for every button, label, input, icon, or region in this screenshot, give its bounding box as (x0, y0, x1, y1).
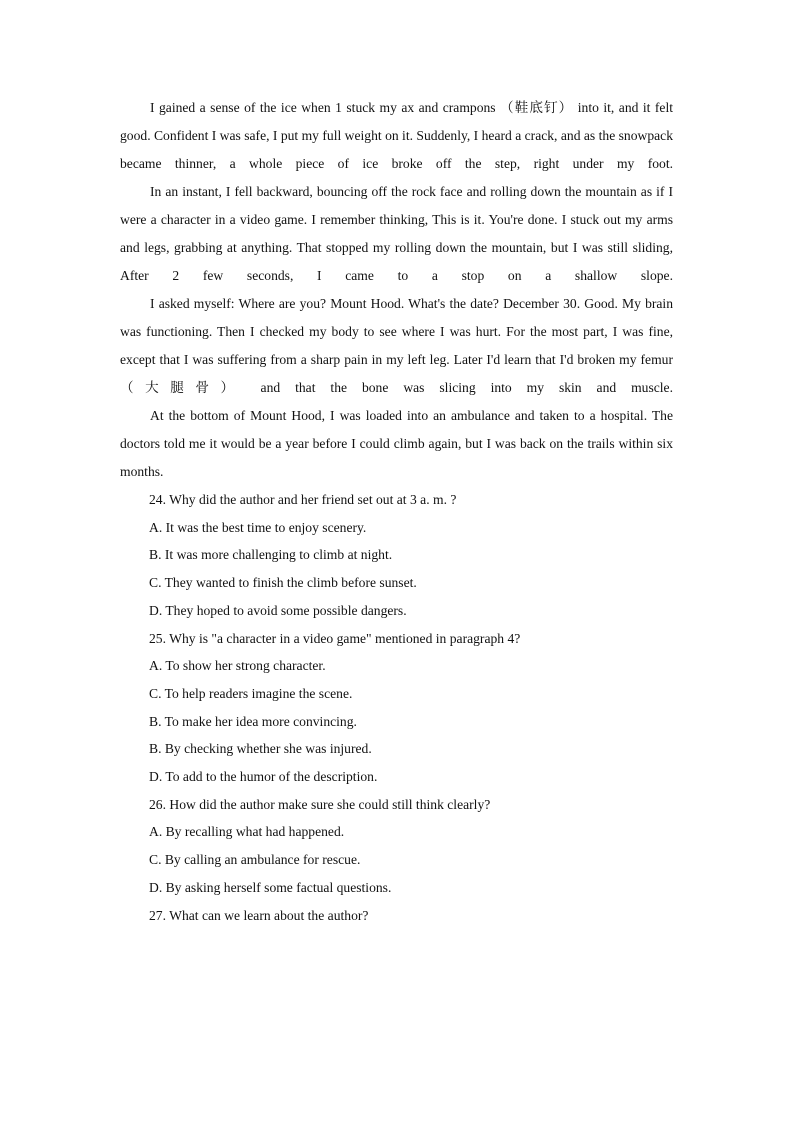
question-24-option: C. They wanted to finish the climb before sunset. (149, 575, 417, 591)
question-27-stem: 27. What can we learn about the author? (149, 907, 369, 923)
question-25-option: B. By checking whether she was injured. (149, 741, 372, 757)
question-24-option: D. They hoped to avoid some possible dangers. (149, 602, 407, 618)
question-26-option: A. By recalling what had happened. (149, 824, 345, 840)
question-26-option: C. By calling an ambulance for rescue. (149, 852, 361, 868)
question-25-option: B. To make her idea more convincing. (149, 713, 357, 729)
question-25-option: A. To show her strong character. (149, 658, 326, 674)
passage-paragraph-2: In an instant, I fell backward, bouncing off the rock face and rolling down the mountain as if I were a character in a video game. I remember thinking, This is it. You're done. I stuck out my arms and legs, grabbing at anything. That stopped my rolling down the mountain, but I was still sliding, After 2 few seconds, I came to a stop on a shallow slope. (120, 184, 673, 283)
question-24-option: A. It was the best time to enjoy scenery. (149, 519, 367, 535)
question-26-stem: 26. How did the author make sure she could still think clearly? (149, 796, 491, 812)
question-25-stem: 25. Why is "a character in a video game" mentioned in paragraph 4? (149, 630, 521, 646)
question-24-option: B. It was more challenging to climb at night. (149, 547, 393, 563)
passage-paragraph-1: I gained a sense of the ice when 1 stuck my ax and crampons （鞋底钉） into it, and it felt good. Confident I was safe, I put my full weight on it. Suddenly, I heard a crack, and as the snowpack became thinner, a whole piece of ice broke off the step, right under my foot. (120, 100, 673, 171)
question-25-option: C. To help readers imagine the scene. (149, 685, 353, 701)
passage-paragraph-4: At the bottom of Mount Hood, I was loaded into an ambulance and taken to a hospital. The doctors told me it would be a year before I could climb again, but I was back on the trails within six months. (120, 408, 673, 479)
passage-paragraph-3: I asked myself: Where are you? Mount Hood. What's the date? December 30. Good. My brain was functioning. Then I checked my body to see where I was hurt. For the most part, I was fine, except that I was suffering from a sharp pain in my left leg. Later I'd learn that I'd broken my femur （大腿骨） and that the bone was slicing into my skin and muscle. (120, 296, 673, 395)
question-25-option: D. To add to the humor of the description. (149, 769, 378, 785)
document-page (120, 94, 673, 929)
question-24-stem: 24. Why did the author and her friend set out at 3 a. m. ? (149, 492, 457, 507)
question-26-option: D. By asking herself some factual questions. (149, 879, 392, 895)
